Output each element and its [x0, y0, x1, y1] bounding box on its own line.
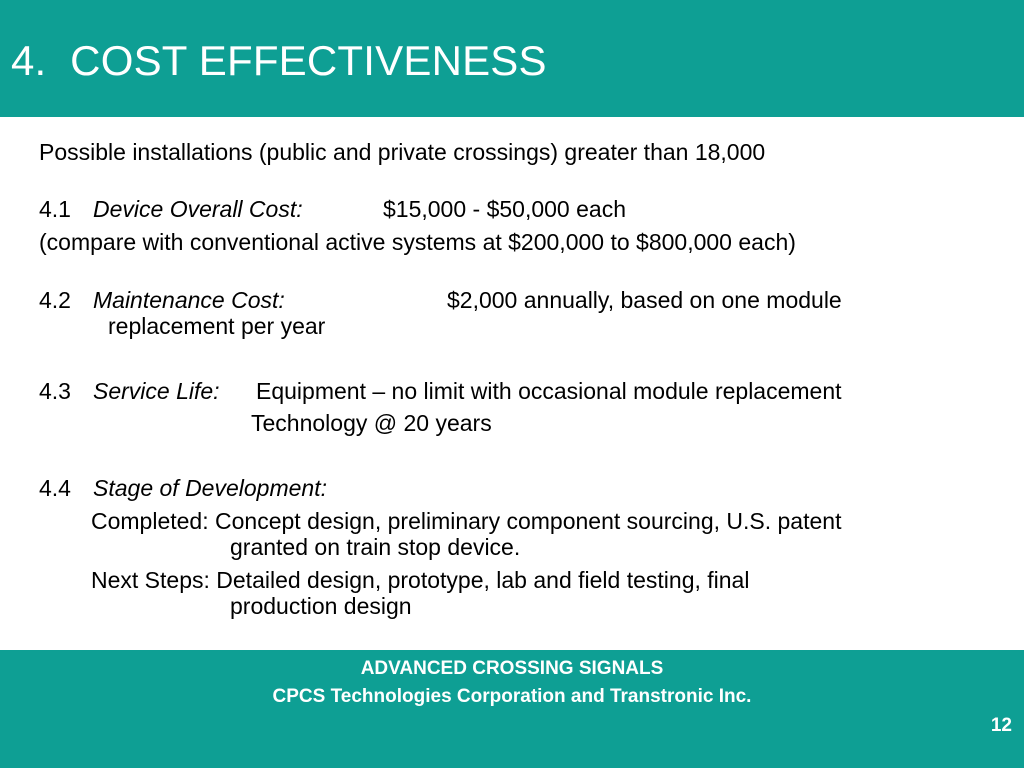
section-4-3-number: 4.3 — [39, 378, 71, 404]
header-divider — [0, 117, 1024, 120]
slide-title: 4. COST EFFECTIVENESS — [11, 37, 547, 84]
section-4-4-label: Stage of Development: — [93, 475, 327, 501]
section-4-3-label: Service Life: — [93, 378, 220, 404]
section-4-1-number: 4.1 — [39, 196, 71, 222]
section-4-3-equipment: Equipment – no limit with occasional module replacement — [256, 378, 842, 404]
page-number: 12 — [990, 715, 1012, 736]
section-4-1-value: $15,000 - $50,000 each — [383, 196, 626, 222]
section-4-3-technology: Technology @ 20 years — [251, 410, 492, 436]
section-4-4-number: 4.4 — [39, 475, 71, 501]
section-4-1-label: Device Overall Cost: — [93, 196, 303, 222]
section-4-4-next-steps-continuation: production design — [230, 593, 412, 619]
intro-text: Possible installations (public and private crossings) greater than 18,000 — [39, 139, 766, 165]
section-4-2-continuation: replacement per year — [108, 313, 326, 339]
section-4-2-value: $2,000 annually, based on one module — [447, 287, 842, 313]
footer-companies: CPCS Technologies Corporation and Transtronic Inc. — [272, 686, 752, 707]
section-4-4-completed: Completed: Concept design, preliminary component sourcing, U.S. patent — [91, 508, 842, 534]
section-4-4-completed-continuation: granted on train stop device. — [230, 534, 521, 560]
section-4-4-next-steps: Next Steps: Detailed design, prototype, lab and field testing, final — [91, 567, 750, 593]
footer-title: ADVANCED CROSSING SIGNALS — [360, 658, 664, 679]
section-4-1-compare: (compare with conventional active systems at $200,000 to $800,000 each) — [39, 229, 796, 255]
section-4-2-number: 4.2 — [39, 287, 71, 313]
section-4-2-label: Maintenance Cost: — [93, 287, 285, 313]
